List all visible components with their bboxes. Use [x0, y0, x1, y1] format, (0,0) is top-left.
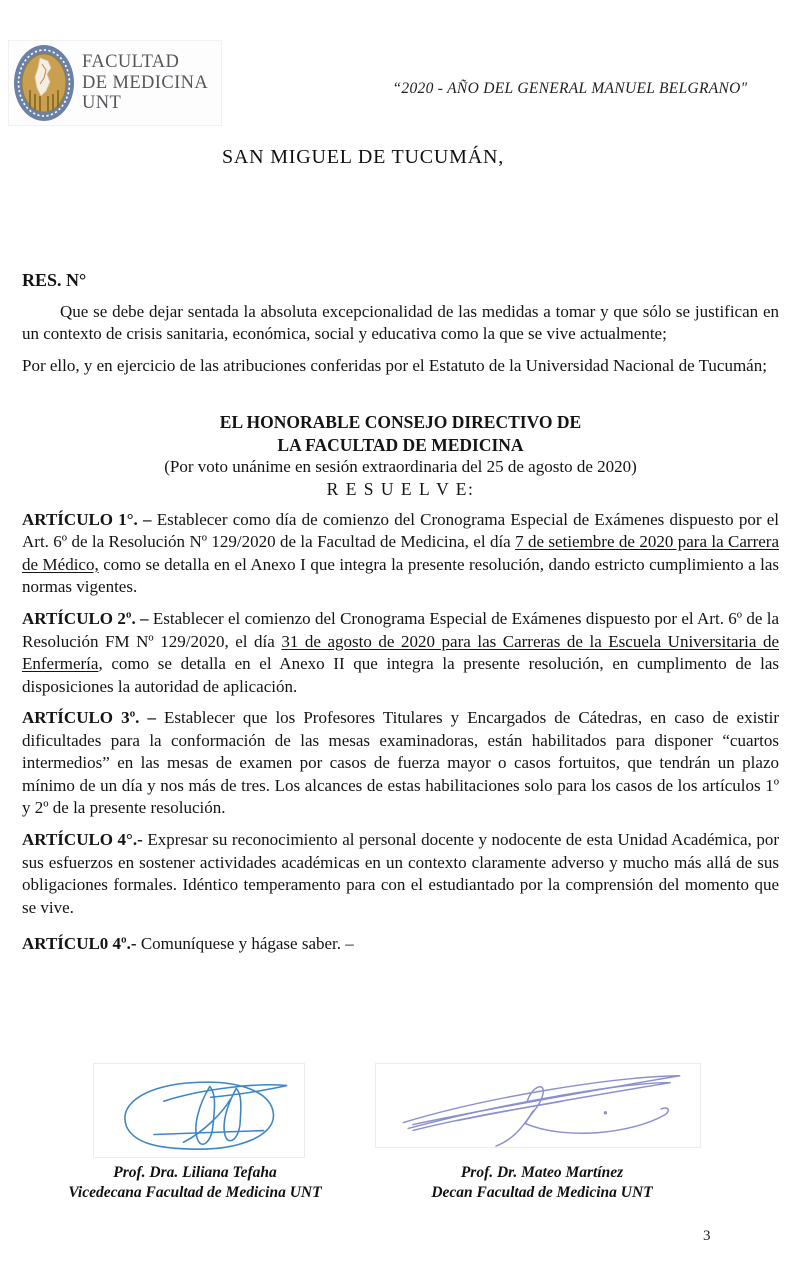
consideration-paragraph: Por ello, y en ejercicio de las atribuciones conferidas por el Estatuto de la Universidad Nacional de Tucumán;: [22, 355, 767, 375]
faculty-logo-text: [82, 52, 208, 114]
logo-line-2: DE MEDICINA: [82, 72, 209, 93]
signature-vicedecana-caption: [35, 1163, 355, 1202]
article-2-underlined-text: 31 de agosto de 2020 para las Carreras de la Escuela Universitaria de Enfermería: [22, 631, 780, 674]
signature-vicedecana-image: [93, 1063, 305, 1158]
signature-decano-caption: [382, 1163, 702, 1202]
resolution-body: [22, 270, 779, 956]
article-1-text: Establecer como día de comienzo del Cronograma Especial de Exámenes dispuesto por el Art. 6º de la Resolución Nº 129/2020 de la Facultad de Medicina, el día: [22, 509, 780, 552]
article-paragraph-4: [22, 829, 779, 919]
signer-title: Vicedecana Facultad de Medicina UNT: [68, 1183, 322, 1201]
signer-name: Prof. Dra. Liliana Tefaha: [113, 1164, 277, 1181]
article-4-text: Expresar su reconocimiento al personal docente y nodocente de esta Unidad Académica, por sus esfuerzos en sostener actividades académicas en un contexto claramente adverso y mucho más allá de sus obligaciones formales. Idéntico temperamento para con el estudiantado por la comprensión del momento que se vive.: [22, 829, 780, 917]
signature-decano-image: [375, 1063, 701, 1148]
logo-line-1: FACULTAD: [82, 52, 180, 73]
consideration-paragraph: Que se debe dejar sentada la absoluta excepcionalidad de las medidas a tomar y que sólo se justifican en un contexto de crisis sanitaria, económica, social y educativa como la que se vive actualmente;: [22, 302, 779, 344]
article-2-text-post: , como se detalla en el Anexo II que integra la presente resolución, en cumplimento de las disposiciones la autoridad de aplicación.: [22, 654, 779, 696]
council-heading-line1: EL HONORABLE CONSEJO DIRECTIVO DE: [219, 412, 582, 433]
article-paragraph-2: [22, 608, 779, 698]
session-note: (Por voto unánime en sesión extraordinaria del 25 de agosto de 2020): [164, 457, 637, 477]
article-2-text: Establecer el comienzo del Cronograma Especial de Exámenes dispuesto por el Art. 6º de la Resolución FM Nº 129/2020, el día: [22, 609, 779, 651]
article-paragraph-3: [22, 707, 779, 820]
article-3-text: Establecer que los Profesores Titulares y Encargados de Cátedras, en caso de existir dificultades para la conformación de las mesas examinadoras, están habilitados para disponer “cuartos intermedios” en las mesas de examen por casos de fuerza mayor o casos fortuitos, que tendrán un plazo mínimo de un día y nos más de tres. Los alcances de estas habilitaciones solo para los casos de los artículos 1º y 2º de la presente resolución.: [22, 708, 780, 818]
council-heading-line2: LA FACULTAD DE MEDICINA: [277, 434, 524, 455]
council-heading: [22, 411, 779, 501]
article-2-label: ARTÍCULO 2º. –: [22, 609, 149, 629]
faculty-logo: [8, 40, 222, 126]
signer-name: Prof. Dr. Mateo Martínez: [460, 1164, 624, 1181]
article-1-label: ARTÍCULO 1°. –: [22, 509, 152, 529]
article-paragraph-1: [22, 509, 779, 599]
article-5-label: ARTÍCUL0 4º.-: [22, 934, 137, 954]
article-3-label: ARTÍCULO 3º. –: [22, 708, 156, 728]
page-number: 3: [703, 1228, 711, 1244]
city-date-line: SAN MIGUEL DE TUCUMÁN,: [222, 146, 505, 168]
signer-title: Decan Facultad de Medicina UNT: [431, 1183, 653, 1201]
article-1-underlined-text: 7 de setiembre de 2020 para la Carrera de Médico,: [22, 532, 779, 574]
logo-line-3: UNT: [82, 93, 122, 114]
article-1-text-post: como se detalla en el Anexo I que integra la presente resolución, dando estricto cumplimiento a las normas vigentes.: [22, 554, 779, 597]
resolve-word: R E S U E L V E:: [326, 479, 475, 500]
article-paragraph-5: [22, 933, 779, 956]
article-4-label: ARTÍCULO 4°.-: [22, 829, 143, 849]
faculty-seal-icon: [13, 44, 75, 122]
article-5-text: Comuníquese y hágase saber. –: [140, 934, 354, 954]
resolution-number-label: RES. N°: [22, 270, 87, 290]
year-motto: “2020 - AÑO DEL GENERAL MANUEL BELGRANO": [392, 80, 748, 97]
